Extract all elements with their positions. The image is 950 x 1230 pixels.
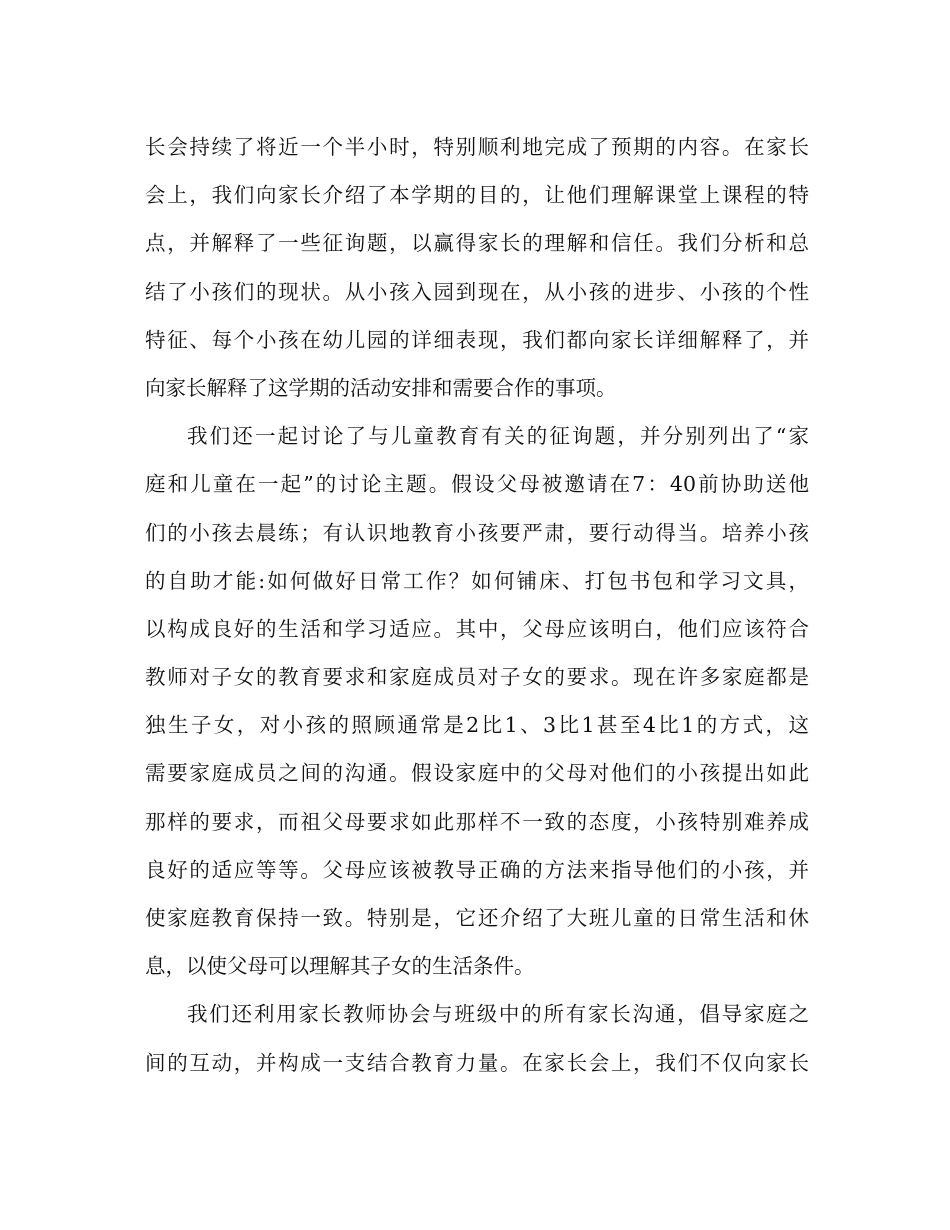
text-line: 庭和儿童在一起”的讨论主题。假设父母被邀请在7：40前协助送他: [145, 472, 809, 497]
paragraph-3: [145, 990, 809, 1086]
text-line: 点，并解释了一些征询题，以赢得家长的理解和信任。我们分析和总: [145, 231, 809, 256]
text-line: 会上，我们向家长介绍了本学期的目的，让他们理解课堂上课程的特: [145, 183, 809, 208]
text-line: 向家长解释了这学期的活动安排和需要合作的事项。: [145, 375, 617, 400]
text-line: 间的互动，并构成一支结合教育力量。在家长会上，我们不仅向家长: [145, 1050, 809, 1075]
text-line: 使家庭教育保持一致。特别是，它还介绍了大班儿童的日常生活和休: [145, 906, 809, 930]
text-line: 独生子女，对小孩的照顾通常是2比1、3比1甚至4比1的方式，这: [145, 713, 809, 738]
paragraph-1: [145, 123, 809, 412]
text-line: 特征、每个小孩在幼儿园的详细表现，我们都向家长详细解释了，并: [145, 327, 809, 352]
text-line: 需要家庭成员之间的沟通。假设家庭中的父母对他们的小孩提出如此: [145, 761, 809, 786]
text-line: 教师对子女的教育要求和家庭成员对子女的要求。现在许多家庭都是: [145, 665, 809, 690]
text-line: 良好的适应等等。父母应该被教导正确的方法来指导他们的小孩，并: [145, 857, 809, 882]
text-line: 那样的要求，而祖父母要求如此那样不一致的态度，小孩特别难养成: [145, 809, 809, 834]
document-body: [145, 123, 809, 1087]
text-line: 我们还一起讨论了与儿童教育有关的征询题，并分别列出了“家: [187, 424, 809, 449]
text-line: 的自助才能:如何做好日常工作？如何铺床、打包书包和学习文具，: [145, 568, 809, 593]
text-line: 长会持续了将近一个半小时，特别顺利地完成了预期的内容。在家长: [145, 135, 809, 159]
text-line: 结了小孩们的现状。从小孩入园到现在，从小孩的进步、小孩的个性: [145, 279, 809, 304]
text-line: 以构成良好的生活和学习适应。其中，父母应该明白，他们应该符合: [145, 616, 809, 641]
text-line: 们的小孩去晨练；有认识地教育小孩要严肃，要行动得当。培养小孩: [145, 520, 809, 545]
text-line: 我们还利用家长教师协会与班级中的所有家长沟通，倡导家庭之: [187, 1002, 809, 1027]
paragraph-2: [145, 412, 809, 990]
text-line: 息，以使父母可以理解其子女的生活条件。: [145, 954, 535, 979]
